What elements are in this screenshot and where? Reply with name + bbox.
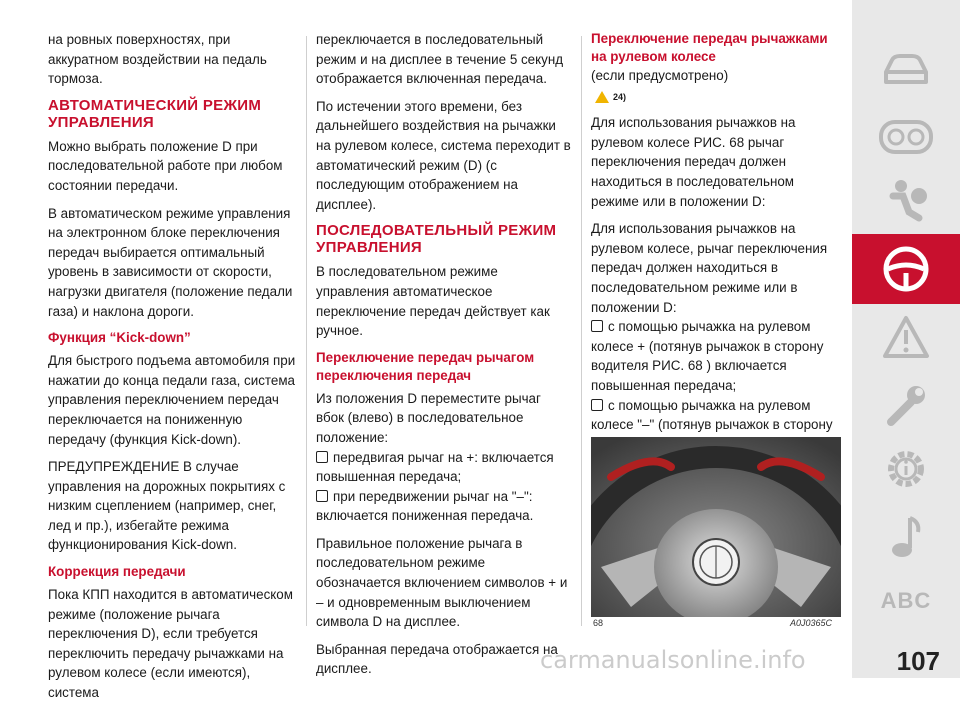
checkbox-bullet-icon [316,490,328,502]
figure-code: A0J0365C [790,618,833,628]
page-number: 107 [896,646,940,676]
paragraph: Для использования рычажков на рулевом колесе РИС. 68 рычаг переключения передач должен находиться в последовательном режиме или в положении D: [591,115,796,209]
warning-reference [595,88,841,108]
subheading-paddles: Переключение передач рычажками на рулевом колесе [591,31,828,64]
warning-paragraph: ПРЕДУПРЕЖДЕНИЕ В случае управления на дорожных покрытиях с низким сцеплением (например, снег, лед и пр.), избегайте режима функционирования Kick-down. [48,459,286,553]
paragraph: на ровных поверхностях, при аккуратном воздействии на педаль тормоза. [48,32,267,87]
paragraph: Для использования рычажков на рулевом колесе, рычаг переключения передач должен находиться в последовательном режиме или в положении D: [591,221,828,315]
paragraph: Можно выбрать положение D при последовательной работе при любом состоянии передачи. [48,138,283,193]
paragraph: Для быстрого подъема автомобиля при нажатии до конца педали газа, система управления переключением передач переключается на пониженную передачу (функция Kick-down). [48,353,296,447]
column-1 [48,30,298,711]
warning-triangle-icon [595,91,609,103]
column-2 [316,30,571,687]
bullet-text: с помощью рычажка на рулевом колесе "–" (потянув рычажок в сторону [591,397,833,433]
section-heading-sequential: ПОСЛЕДОВАТЕЛЬНЫЙ РЕЖИМ УПРАВЛЕНИЯ [316,222,557,257]
column-3 [591,30,841,482]
paragraph: Правильное положение рычага в последовательном режиме обозначается включением символов + и – и одновременным выключением символа D на дисплее. [316,535,568,630]
bullet-text: передвигая рычаг на +: включается повышенная передача; [316,449,554,485]
paragraph: По истечении этого времени, без дальнейшего воздействия на рычажки на рулевом колесе, система переходит в автоматический режим (D) (с последующим отображением на дисплее). [316,98,571,212]
watermark: carmanualsonline.info [540,646,806,674]
paragraph: Выбранная передача отображается на дисплее. [316,641,558,677]
warning-ref-number: 24) [613,91,627,102]
car-icon [880,50,932,90]
wrench-icon [883,382,929,428]
steering-wheel-illustration [591,437,841,617]
subheading-lever: Переключение передач рычагом переключения передач [316,349,535,383]
dashboard-icon [878,119,934,155]
paragraph: переключается в последовательный режим и на дисплее в течение 5 секунд отображается включенная передача. [316,32,564,87]
nav-index-abc[interactable]: ABC [880,588,932,613]
nav-wrench-icon[interactable] [852,370,960,440]
checkbox-bullet-icon [591,399,603,411]
paragraph: Пока КПП находится в автоматическом режиме (положение рычага переключения D), если требуется переключить передачу рычажками на рулевом колесе (если имеются), система [48,587,293,701]
chapter-sidebar [852,0,960,678]
paragraph: В автоматическом режиме управления на электронном блоке переключения передач выбирается оптимальный уровень в зависимости от скорости, нагрузки двигателя (положение педали газа) и наклона дороги. [48,205,293,319]
section-heading-automatic: АВТОМАТИЧЕСКИЙ РЕЖИМ УПРАВЛЕНИЯ [48,96,262,131]
nav-car-icon[interactable] [852,35,960,105]
column-divider [306,36,307,626]
steering-wheel-icon [882,245,930,293]
steering-wheel-photo [591,437,841,617]
subheading-note: (если предусмотрено) [591,68,729,83]
music-note-icon [886,514,926,560]
bullet-item [316,448,571,487]
subheading-kickdown: Функция “Kick-down” [48,330,191,346]
figure-number: 68 [593,618,604,628]
nav-music-icon[interactable] [852,502,960,572]
subheading-correction: Коррекция передачи [48,564,186,580]
bullet-item [316,487,571,526]
warning-icon [882,315,930,359]
checkbox-bullet-icon [316,451,328,463]
nav-airbag-icon[interactable] [852,168,960,238]
bullet-text: при передвижении рычаг на "–": включается пониженная передача. [316,488,534,524]
nav-steering-wheel-icon[interactable] [852,234,960,304]
airbag-icon [881,178,931,228]
nav-dashboard-icon[interactable] [852,102,960,172]
paragraph: Из положения D переместите рычаг вбок (влево) в последовательное положение: [316,390,541,445]
paragraph: В последовательном режиме управления автоматическое переключение передач действует как ручное. [316,264,550,339]
nav-settings-icon[interactable] [852,434,960,504]
nav-warning-icon[interactable] [852,302,960,372]
bullet-item [591,317,841,395]
bullet-text: с помощью рычажка на рулевом колесе + (потянув рычажок в сторону водителя РИС. 68 ) включается повышенная передача; [591,319,824,393]
column-divider [581,36,582,626]
checkbox-bullet-icon [591,320,603,332]
settings-gear-icon [883,446,929,492]
